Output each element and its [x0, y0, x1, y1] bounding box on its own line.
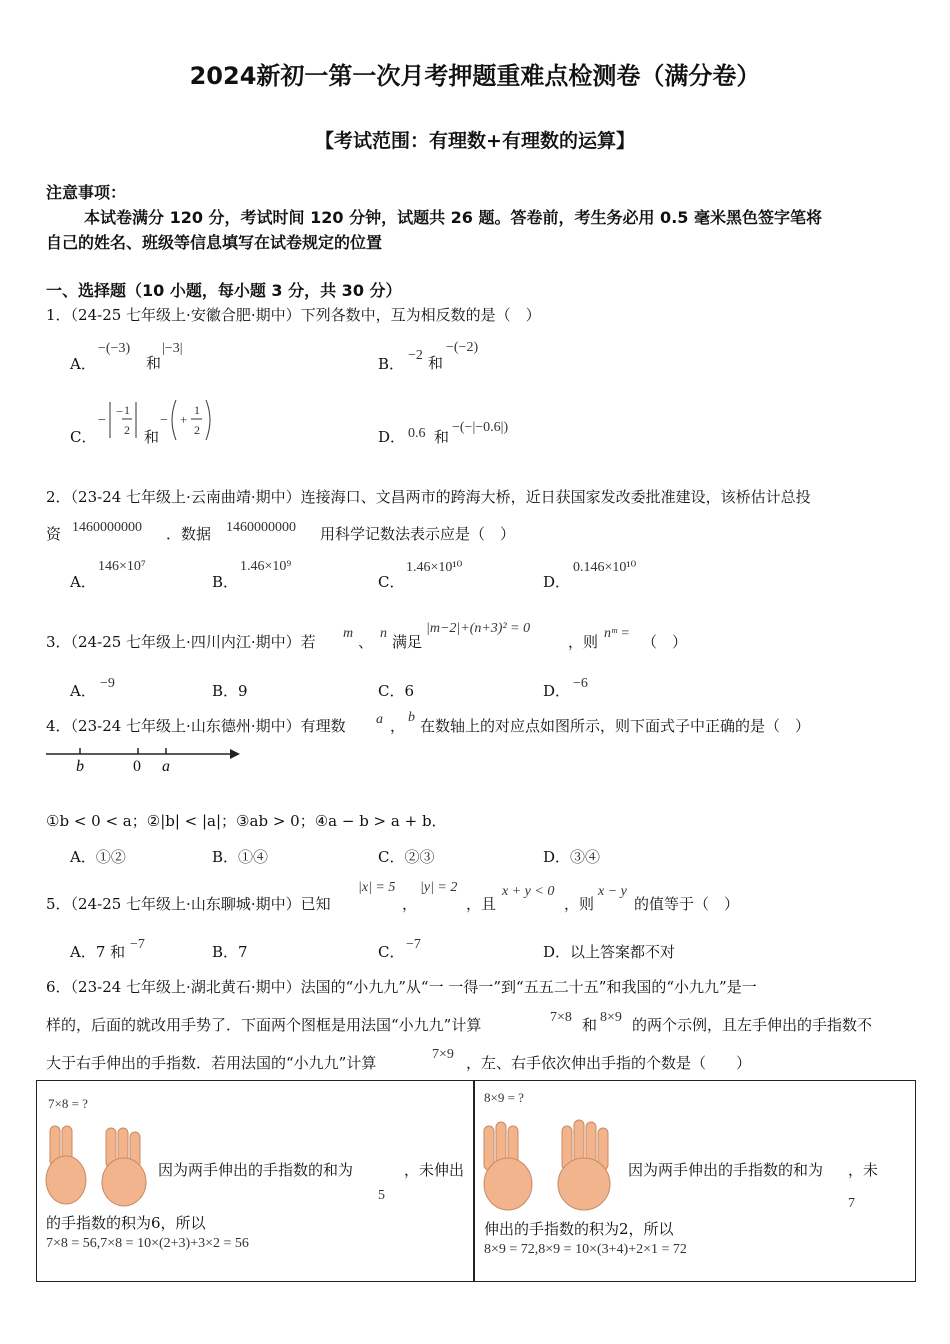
q5-option-c-value: −7	[406, 937, 421, 952]
q3-option-d-label: D．	[543, 682, 571, 700]
q2-option-a-expr: 146×10⁷	[98, 559, 146, 574]
q4-option-d: D．③④	[543, 848, 601, 866]
q4-sep: ，	[390, 717, 406, 735]
q5-expr: x − y	[598, 884, 627, 899]
examples-divider	[473, 1081, 475, 1281]
q5-stem-d: 的值等于（ ）	[634, 895, 740, 913]
q2-line1: 2．（23-24 七年级上·云南曲靖·期中）连接海口、文昌两市的跨海大桥，近日获国家发改委批准建设，该桥估计总投	[46, 488, 811, 506]
q6-line2-a: 样的，后面的就改用手势了．下面两个图框是用法国“小九九”计算	[46, 1016, 482, 1034]
hand-three-four-fingers-icon	[480, 1118, 630, 1214]
q6-expr-3: 7×9	[432, 1047, 454, 1062]
q2-option-a-label: A．	[70, 573, 96, 591]
q4-stem-a: 4．（23-24 七年级上·山东德州·期中）有理数	[46, 717, 346, 735]
q5-cond-1: |x| = 5	[358, 880, 396, 895]
q3-option-d-value: −6	[573, 676, 588, 691]
q1-option-a-and: 和	[146, 354, 162, 372]
number-line-label-b: b	[76, 758, 84, 775]
q3-stem-a: 3．（24-25 七年级上·四川内江·期中）若	[46, 633, 316, 651]
q1-option-d-expr2: −(−|−0.6|)	[452, 420, 509, 435]
exam-scope: 【考试范围：有理数+有理数的运算】	[315, 130, 635, 152]
q3-option-a-label: A．	[70, 682, 96, 700]
q1-stem: 1．（24-25 七年级上·安徽合肥·期中）下列各数中，互为相反数的是（ ）	[46, 306, 541, 324]
q2-option-d-expr: 0.146×10¹⁰	[573, 560, 637, 575]
q3-stem-d: （ ）	[642, 633, 688, 651]
q1-option-a-label: A．	[70, 355, 96, 373]
q4-stem-b: 在数轴上的对应点如图所示，则下面式子中正确的是（ ）	[420, 717, 811, 735]
q4-option-c: C．②③	[378, 848, 435, 866]
q1-option-d-and: 和	[434, 428, 450, 446]
q1-option-c-expr1	[96, 398, 146, 442]
q2-line2-a: 资	[46, 525, 62, 543]
example-left-text-1b: ，未伸出	[404, 1161, 465, 1179]
svg-text:−: −	[98, 413, 106, 428]
example-right-question: 8×9 = ?	[484, 1090, 524, 1105]
q5-sep: ，	[402, 895, 418, 913]
q3-stem-b: 满足	[392, 633, 423, 651]
q1-option-b-expr1: −2	[408, 348, 423, 363]
example-left-question: 7×8 = ?	[48, 1096, 88, 1111]
example-right-text-1b: ，未	[848, 1161, 879, 1179]
q5-option-a-value: −7	[130, 937, 145, 952]
number-line-label-a: a	[162, 758, 170, 775]
example-left-sum: 5	[378, 1188, 385, 1203]
notice-label: 注意事项：	[46, 183, 127, 202]
q1-option-b-label: B．	[378, 355, 405, 373]
svg-text:+: +	[180, 412, 188, 427]
q2-number-1: 1460000000	[72, 520, 142, 535]
q5-stem-a: 5．（24-25 七年级上·山东聊城·期中）已知	[46, 895, 331, 913]
q5-stem-b: ，且	[466, 895, 497, 913]
section-heading: 一、选择题（10 小题，每小题 3 分，共 30 分）	[46, 281, 402, 300]
q5-option-d: D．以上答案都不对	[543, 943, 676, 961]
q3-stem-c: ，则	[568, 633, 599, 651]
q2-number-2: 1460000000	[226, 520, 296, 535]
svg-text:−: −	[116, 404, 124, 419]
q1-option-a-expr1: −(−3)	[98, 341, 131, 356]
q1-option-c-expr2	[158, 396, 218, 444]
q3-option-c: C．6	[378, 682, 415, 700]
q4-option-b: B．①④	[212, 848, 269, 866]
q4-var-a: a	[376, 712, 383, 727]
svg-text:2: 2	[124, 423, 130, 437]
q4-option-a: A．①②	[70, 848, 126, 866]
q3-expression: nᵐ =	[604, 626, 630, 641]
q4-var-b: b	[408, 710, 415, 725]
q6-line2-b: 的两个示例，且左手伸出的手指数不	[632, 1016, 873, 1034]
example-right-sum: 7	[848, 1196, 855, 1211]
page-title: 2024新初一第一次月考押题重难点检测卷（满分卷）	[189, 62, 761, 90]
q4-items: ①b < 0 < a；②|b| < |a|；③ab > 0；④a − b > a + b．	[46, 812, 447, 830]
q3-var-m: m	[343, 626, 354, 641]
q2-option-d-label: D．	[543, 573, 571, 591]
notice-line2: 自己的姓名、班级等信息填写在试卷规定的位置	[46, 233, 383, 252]
q5-cond-3: x + y < 0	[502, 884, 555, 899]
q3-option-b: B．9	[212, 682, 248, 700]
q3-var-n: n	[380, 626, 387, 641]
q5-option-a-label: A．7 和	[70, 943, 126, 961]
q6-line3-b: ，左、右手依次伸出手指的个数是（ ）	[466, 1054, 752, 1072]
example-right-text-1: 因为两手伸出的手指数的和为	[628, 1161, 824, 1179]
svg-text:−: −	[160, 413, 168, 428]
q1-option-c-label: C．	[70, 428, 97, 446]
q1-option-b-and: 和	[428, 354, 444, 372]
q6-line3-a: 大于右手伸出的手指数．若用法国的“小九九”计算	[46, 1054, 377, 1072]
q3-sep: 、	[358, 633, 374, 651]
svg-text:2: 2	[194, 423, 200, 437]
q1-option-b-expr2: −(−2)	[446, 340, 479, 355]
svg-text:1: 1	[124, 403, 130, 417]
example-left-formula: 7×8 = 56,7×8 = 10×(2+3)+3×2 = 56	[46, 1236, 249, 1251]
q5-option-b: B．7	[212, 943, 248, 961]
q5-stem-c: ，则	[564, 895, 595, 913]
q2-option-b-expr: 1.46×10⁹	[240, 559, 292, 574]
svg-text:1: 1	[194, 403, 200, 417]
example-left-text-1: 因为两手伸出的手指数的和为	[158, 1161, 354, 1179]
example-right-text-2: 伸出的手指数的积为2，所以	[484, 1220, 674, 1238]
q2-option-c-expr: 1.46×10¹⁰	[406, 560, 463, 575]
example-right-formula: 8×9 = 72,8×9 = 10×(3+4)+2×1 = 72	[484, 1242, 687, 1257]
q1-option-a-expr2: |−3|	[162, 341, 183, 356]
q3-option-a-value: −9	[100, 676, 115, 691]
example-left-text-2: 的手指数的积为6，所以	[46, 1214, 206, 1232]
q5-cond-2: |y| = 2	[420, 880, 458, 895]
hand-two-fingers-icon	[44, 1124, 156, 1208]
number-line-label-0: 0	[133, 758, 141, 775]
notice-line1: 本试卷满分 120 分，考试时间 120 分钟，试题共 26 题。答卷前，考生务必用 0.5 毫米黑色签字笔将	[84, 208, 822, 227]
q2-option-c-label: C．	[378, 573, 405, 591]
q6-expr-2: 8×9	[600, 1010, 622, 1025]
q3-condition: |m−2|+(n+3)² = 0	[426, 621, 531, 636]
q2-line2-b: ．数据	[166, 525, 212, 543]
q2-line2-c: 用科学记数法表示应是（ ）	[320, 525, 516, 543]
q6-and: 和	[582, 1016, 598, 1034]
q2-option-b-label: B．	[212, 573, 239, 591]
number-line	[44, 744, 244, 780]
q6-line1: 6．（23-24 七年级上·湖北黄石·期中）法国的“小九九”从“一 一得一”到“五五二十五”和我国的“小九九”是一	[46, 978, 757, 996]
q1-option-d-expr1: 0.6	[408, 426, 426, 441]
q5-option-c-label: C．	[378, 943, 405, 961]
q1-option-d-label: D．	[378, 428, 406, 446]
q1-option-c-and: 和	[144, 428, 160, 446]
q6-expr-1: 7×8	[550, 1010, 572, 1025]
